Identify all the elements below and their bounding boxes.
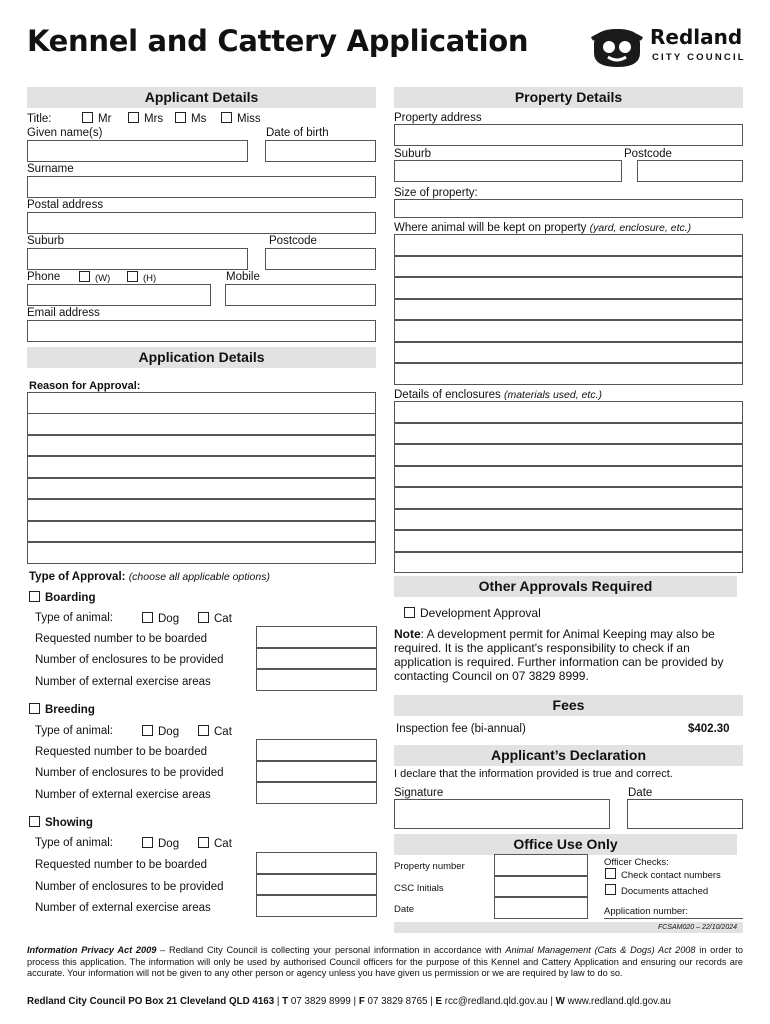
inspection-fee-amount: $402.30 bbox=[688, 723, 730, 735]
enclosure-line[interactable] bbox=[394, 466, 743, 488]
enclosure-line[interactable] bbox=[394, 423, 743, 445]
suburb-field[interactable] bbox=[27, 248, 248, 270]
location-line[interactable] bbox=[394, 363, 743, 385]
animal-type-label: Type of animal: bbox=[35, 837, 113, 849]
office-date-field[interactable] bbox=[494, 897, 588, 919]
reason-line[interactable] bbox=[27, 499, 376, 521]
location-line[interactable] bbox=[394, 256, 743, 278]
checkbox-icon[interactable] bbox=[404, 607, 415, 618]
checkbox-icon[interactable] bbox=[142, 725, 153, 736]
breeding-enclosures-field[interactable] bbox=[256, 761, 377, 783]
boarding-option[interactable]: Boarding bbox=[29, 591, 95, 605]
enclosure-details-label: Details of enclosures (materials used, etc.) bbox=[394, 389, 602, 401]
privacy-notice: Information Privacy Act 2009 – Redland City Council is collecting your personal information in accordance with Animal Management (Cats & Dogs) Act 2008 in order to process this application. The information will only be used by authorised Council officers for the purpose of this Kennel and Cattery Application and ensuring our records are accurate. Your information will not be given to any other person or agency unless you have given us permission or we are required by law to do so. bbox=[27, 945, 744, 978]
other-approvals-heading: Other Approvals Required bbox=[394, 576, 737, 597]
given-names-field[interactable] bbox=[27, 140, 248, 162]
property-address-field[interactable] bbox=[394, 124, 743, 146]
boarding-enclosures-field[interactable] bbox=[256, 648, 377, 670]
location-line[interactable] bbox=[394, 342, 743, 364]
enclosure-line[interactable] bbox=[394, 509, 743, 531]
enclosure-line[interactable] bbox=[394, 552, 743, 574]
postal-address-field[interactable] bbox=[27, 212, 376, 234]
exercise-areas-label: Number of external exercise areas bbox=[35, 789, 211, 801]
footer-email-link[interactable]: rcc@redland.qld.gov.au bbox=[444, 996, 548, 1007]
breeding-requested-field[interactable] bbox=[256, 739, 377, 761]
location-line[interactable] bbox=[394, 277, 743, 299]
boarding-requested-field[interactable] bbox=[256, 626, 377, 648]
showing-dog-option[interactable]: Dog bbox=[142, 837, 179, 851]
email-label: Email address bbox=[27, 307, 100, 319]
checkbox-icon[interactable] bbox=[29, 591, 40, 602]
checkbox-icon[interactable] bbox=[221, 112, 232, 123]
check-contact-option[interactable]: Check contact numbers bbox=[605, 868, 721, 882]
given-names-label: Given name(s) bbox=[27, 127, 103, 139]
showing-requested-field[interactable] bbox=[256, 852, 377, 874]
reason-line[interactable] bbox=[27, 542, 376, 564]
phone-work-option[interactable]: (W) bbox=[79, 271, 110, 285]
signature-field[interactable] bbox=[394, 799, 610, 829]
dob-label: Date of birth bbox=[266, 127, 329, 139]
enclosure-line[interactable] bbox=[394, 530, 743, 552]
boarding-dog-option[interactable]: Dog bbox=[142, 612, 179, 626]
development-note: Note: A development permit for Animal Keeping may also be required. It is the applicant's responsibility to check if an application is required. Further information can be provided by contacting Council on 07 3829 8999. bbox=[394, 627, 724, 683]
csc-initials-field[interactable] bbox=[494, 876, 588, 898]
animal-type-label: Type of animal: bbox=[35, 612, 113, 624]
development-approval-option[interactable]: Development Approval bbox=[404, 607, 541, 620]
reason-line[interactable] bbox=[27, 456, 376, 478]
breeding-cat-option[interactable]: Cat bbox=[198, 725, 232, 739]
suburb-label: Suburb bbox=[27, 235, 65, 247]
exercise-areas-label: Number of external exercise areas bbox=[35, 902, 211, 914]
boarding-cat-option[interactable]: Cat bbox=[198, 612, 232, 626]
checkbox-icon[interactable] bbox=[29, 703, 40, 714]
footer-contact: Redland City Council PO Box 21 Cleveland QLD 4163 | T 07 3829 8999 | F 07 3829 8765 | E rcc@redland.qld.gov.au | W www.redland.qld.gov.au bbox=[27, 996, 671, 1007]
declaration-date-field[interactable] bbox=[627, 799, 743, 829]
checkbox-icon[interactable] bbox=[79, 271, 90, 282]
postcode-label: Postcode bbox=[269, 235, 317, 247]
property-suburb-label: Suburb bbox=[394, 148, 432, 160]
approval-type-label: Type of Approval: (choose all applicable options) bbox=[29, 571, 270, 583]
dob-field[interactable] bbox=[265, 140, 376, 162]
enclosures-number-label: Number of enclosures to be provided bbox=[35, 654, 224, 666]
location-line[interactable] bbox=[394, 299, 743, 321]
logo-subtitle: CITY COUNCIL bbox=[652, 52, 746, 63]
requested-number-label: Requested number to be boarded bbox=[35, 633, 207, 645]
email-field[interactable] bbox=[27, 320, 376, 342]
property-postcode-label: Postcode bbox=[624, 148, 672, 160]
postcode-field[interactable] bbox=[265, 248, 376, 270]
checkbox-icon[interactable] bbox=[128, 112, 139, 123]
requested-number-label: Requested number to be boarded bbox=[35, 746, 207, 758]
fees-heading: Fees bbox=[394, 695, 743, 716]
animal-type-label: Type of animal: bbox=[35, 725, 113, 737]
checkbox-icon[interactable] bbox=[198, 837, 209, 848]
reason-label: Reason for Approval: bbox=[29, 380, 141, 392]
form-title: Kennel and Cattery Application bbox=[27, 24, 529, 58]
property-address-label: Property address bbox=[394, 112, 482, 124]
breeding-option[interactable]: Breeding bbox=[29, 703, 95, 717]
office-use-heading: Office Use Only bbox=[394, 834, 737, 855]
title-option-mr[interactable]: Mr bbox=[82, 112, 111, 126]
reason-line[interactable] bbox=[27, 478, 376, 500]
enclosure-line[interactable] bbox=[394, 444, 743, 466]
inspection-fee-label: Inspection fee (bi-annual) bbox=[396, 723, 526, 735]
property-suburb-field[interactable] bbox=[394, 160, 622, 182]
footer-fax: 07 3829 8765 bbox=[367, 996, 428, 1007]
checkbox-icon[interactable] bbox=[82, 112, 93, 123]
showing-enclosures-field[interactable] bbox=[256, 874, 377, 896]
reason-line[interactable] bbox=[27, 521, 376, 543]
signature-label: Signature bbox=[394, 787, 444, 799]
officer-checks-label: Officer Checks: bbox=[604, 857, 669, 868]
enclosures-number-label: Number of enclosures to be provided bbox=[35, 767, 224, 779]
title-option-mrs[interactable]: Mrs bbox=[128, 112, 163, 126]
checkbox-icon[interactable] bbox=[142, 612, 153, 623]
breeding-dog-option[interactable]: Dog bbox=[142, 725, 179, 739]
phone-label: Phone bbox=[27, 271, 61, 283]
title-option-ms[interactable]: Ms bbox=[175, 112, 206, 126]
checkbox-icon[interactable] bbox=[198, 725, 209, 736]
showing-option[interactable]: Showing bbox=[29, 816, 93, 830]
exercise-areas-label: Number of external exercise areas bbox=[35, 676, 211, 688]
checkbox-icon[interactable] bbox=[29, 816, 40, 827]
property-details-heading: Property Details bbox=[394, 87, 743, 108]
showing-exercise-field[interactable] bbox=[256, 895, 377, 917]
property-postcode-field[interactable] bbox=[637, 160, 743, 182]
postal-address-label: Postal address bbox=[27, 199, 104, 211]
reason-line[interactable] bbox=[27, 413, 376, 435]
reason-line[interactable] bbox=[27, 392, 376, 414]
application-number-line[interactable] bbox=[604, 918, 743, 919]
footer-phone[interactable]: 07 3829 8999 bbox=[290, 996, 351, 1007]
declaration-heading: Applicant’s Declaration bbox=[394, 745, 743, 766]
phone-home-option[interactable]: (H) bbox=[127, 271, 156, 285]
enclosure-line[interactable] bbox=[394, 487, 743, 509]
checkbox-icon[interactable] bbox=[175, 112, 186, 123]
declaration-text: I declare that the information provided is true and correct. bbox=[394, 768, 673, 780]
animal-location-label: Where animal will be kept on property (yard, enclosure, etc.) bbox=[394, 222, 692, 234]
office-date-label: Date bbox=[394, 904, 415, 915]
documents-attached-option[interactable]: Documents attached bbox=[605, 884, 708, 898]
title-option-miss[interactable]: Miss bbox=[221, 112, 261, 126]
property-size-label: Size of property: bbox=[394, 187, 478, 199]
checkbox-icon[interactable] bbox=[605, 884, 616, 895]
application-number-label: Application number: bbox=[604, 906, 688, 917]
enclosure-line[interactable] bbox=[394, 401, 743, 423]
title-label: Title: bbox=[27, 113, 52, 125]
council-logo bbox=[590, 22, 745, 70]
logo-name: Redland bbox=[650, 25, 743, 49]
location-line[interactable] bbox=[394, 320, 743, 342]
mobile-field[interactable] bbox=[225, 284, 376, 306]
application-details-heading: Application Details bbox=[27, 347, 376, 368]
surname-field[interactable] bbox=[27, 176, 376, 198]
property-number-label: Property number bbox=[394, 861, 465, 872]
applicant-details-heading: Applicant Details bbox=[27, 87, 376, 108]
showing-cat-option[interactable]: Cat bbox=[198, 837, 232, 851]
reason-line[interactable] bbox=[27, 435, 376, 457]
form-code-bar: FCSAM020 – 22/10/2024 bbox=[394, 922, 743, 933]
mobile-label: Mobile bbox=[226, 271, 260, 283]
csc-initials-label: CSC Initials bbox=[394, 883, 444, 894]
requested-number-label: Requested number to be boarded bbox=[35, 859, 207, 871]
surname-label: Surname bbox=[27, 163, 74, 175]
logo-icon bbox=[590, 23, 644, 69]
breeding-exercise-field[interactable] bbox=[256, 782, 377, 804]
checkbox-icon[interactable] bbox=[142, 837, 153, 848]
property-size-field[interactable] bbox=[394, 199, 743, 218]
phone-field[interactable] bbox=[27, 284, 211, 306]
checkbox-icon[interactable] bbox=[127, 271, 138, 282]
enclosures-number-label: Number of enclosures to be provided bbox=[35, 881, 224, 893]
checkbox-icon[interactable] bbox=[198, 612, 209, 623]
declaration-date-label: Date bbox=[628, 787, 653, 799]
boarding-exercise-field[interactable] bbox=[256, 669, 377, 691]
property-number-field[interactable] bbox=[494, 854, 588, 876]
footer-website-link[interactable]: www.redland.qld.gov.au bbox=[567, 996, 671, 1007]
location-line[interactable] bbox=[394, 234, 743, 256]
checkbox-icon[interactable] bbox=[605, 868, 616, 879]
